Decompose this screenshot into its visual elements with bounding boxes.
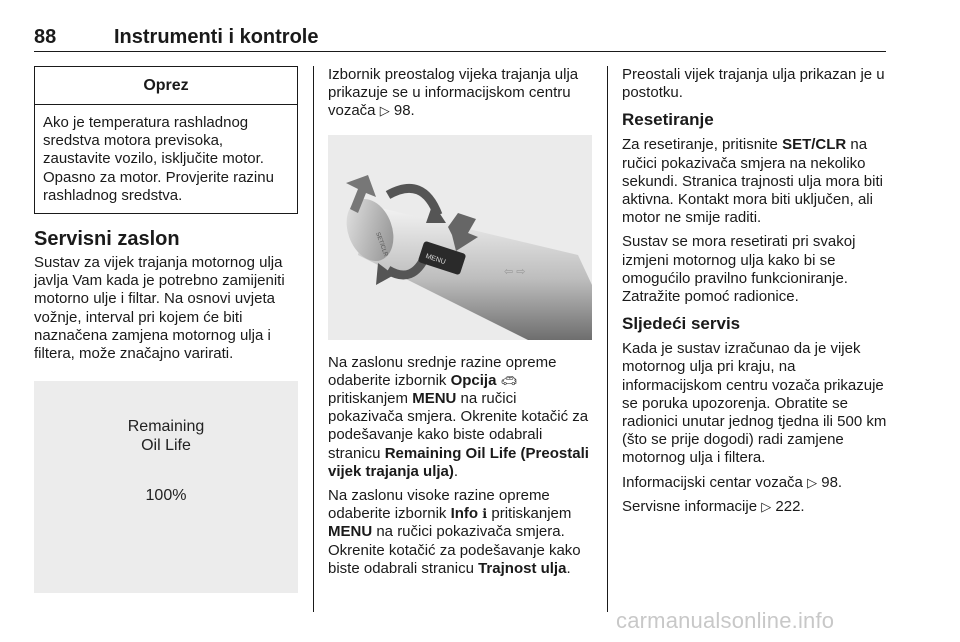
watermark: carmanualsonline.info <box>616 608 835 633</box>
high-level-paragraph <box>328 487 592 578</box>
display-value: 100% <box>145 487 187 505</box>
percent-paragraph: Preostali vijek trajanja ulja prikazan je u postotku. <box>622 66 885 102</box>
text: na ručici pokazivača smjera na nekoliko sekundi. Stranica trajnosti ulja mora biti aktivna. Kontakt mora biti uključen, ali motor ne smije raditi. <box>622 136 883 227</box>
text: Servisne informacije <box>622 497 762 515</box>
info-icon: ℹ <box>482 506 488 522</box>
next-service-paragraph: Kada je sustav izračunao da je vijek motornog ulja pri kraju, na informacijskom centru vozača prikazuje se poruka upozorenja. Obratite se radionici unutar jednog tjedna ili 500 km (što se prije dogodi) radi zamjene motornog ulja i filtera. <box>622 340 887 467</box>
set-label: SET/CLR <box>374 231 389 258</box>
intro-text: Izbornik preostalog vijeka trajanja ulja prikazuje se u informacijskom centru vozača <box>328 66 579 120</box>
text: na ručici pokazivača smjera. Okrenite kotačić za podešavanje kako biste odabrali stranicu <box>328 390 589 462</box>
service-info-ref-paragraph <box>622 498 888 516</box>
text: . <box>453 462 459 480</box>
column-1 <box>34 66 298 593</box>
dic-ref-paragraph <box>622 474 888 492</box>
service-text: Sustav za vijek trajanja motornog ulja javlja Vam kada je potrebno zamijeniti motorno ulje i filtar. Na osnovi uvjeta vožnje, interval pri kojem će biti naznačena zamjena motornog ulja i filtera, može značajno varirati. <box>34 254 285 363</box>
mid-level-paragraph <box>328 354 592 481</box>
page-ref-icon: ▷ <box>379 103 390 119</box>
text: Na zaslonu srednje razine opreme odaberite izbornik <box>328 353 557 389</box>
text: . <box>566 559 571 577</box>
text: na ručici pokazivača smjera. Okrenite kotačić za podešavanje kako biste odabrali stranicu <box>328 523 581 577</box>
caution-text: Ako je temperatura rashladnog sredstva motora previsoka, zaustavite vozilo, isključite motor. Opasno za motor. Provjerite razinu rashladnog sredstva. <box>43 114 274 204</box>
text: Informacijski centar vozača <box>622 473 808 491</box>
oil-life-page: Remaining Oil Life (Preostali vijek trajanja ulja) <box>328 444 589 480</box>
lever-illustration <box>328 135 592 340</box>
service-heading: Servisni zaslon <box>34 228 180 251</box>
display-title <box>34 417 298 455</box>
page-ref[interactable]: 98. <box>393 102 415 120</box>
menu-key: MENU <box>328 523 373 541</box>
set-clr-key: SET/CLR <box>782 136 847 154</box>
display-line-2: Oil Life <box>141 437 191 455</box>
text: Za resetiranje, pritisnite <box>622 136 783 154</box>
car-icon: 🚗︎ <box>500 372 518 388</box>
menu-info: Info <box>450 505 479 523</box>
reset-heading: Resetiranje <box>622 110 714 130</box>
page-ref-icon: ▷ <box>761 498 772 514</box>
chapter-title: Instrumenti i kontrole <box>114 26 319 48</box>
oil-life-display <box>34 381 298 593</box>
caution-box <box>34 66 298 214</box>
page-number: 88 <box>34 26 57 48</box>
reset-paragraph <box>622 136 888 227</box>
column-2 <box>328 66 592 584</box>
intro-paragraph <box>328 66 592 121</box>
menu-label: MENU <box>424 252 447 266</box>
svg-text:⇦ ⇨: ⇦ ⇨ <box>504 265 526 278</box>
text: Na zaslonu visoke razine opreme odaberite izbornik <box>328 487 550 523</box>
caution-title: Oprez <box>35 67 297 105</box>
turn-signal-lever-icon <box>328 135 592 340</box>
column-3 <box>622 66 888 522</box>
text: pritiskanjem <box>487 505 572 523</box>
next-service-heading: Sljedeći servis <box>622 314 741 334</box>
page-ref[interactable]: 222. <box>775 497 805 515</box>
oil-life-page: Trajnost ulja <box>478 559 567 577</box>
page-ref-icon: ▷ <box>807 474 818 490</box>
reset-paragraph-2: Sustav se mora resetirati pri svakoj izmjeni motornog ulja kako bi se omogućilo pravilno funkcioniranje. Zatražite pomoć radionice. <box>622 233 856 306</box>
column-divider <box>313 66 314 612</box>
page-header <box>34 26 886 52</box>
menu-opcija: Opcija <box>450 371 497 389</box>
display-line-1: Remaining <box>127 418 205 436</box>
column-divider <box>607 66 608 612</box>
menu-key: MENU <box>412 390 457 408</box>
page-ref[interactable]: 98. <box>821 473 843 491</box>
text: pritiskanjem <box>328 390 413 408</box>
